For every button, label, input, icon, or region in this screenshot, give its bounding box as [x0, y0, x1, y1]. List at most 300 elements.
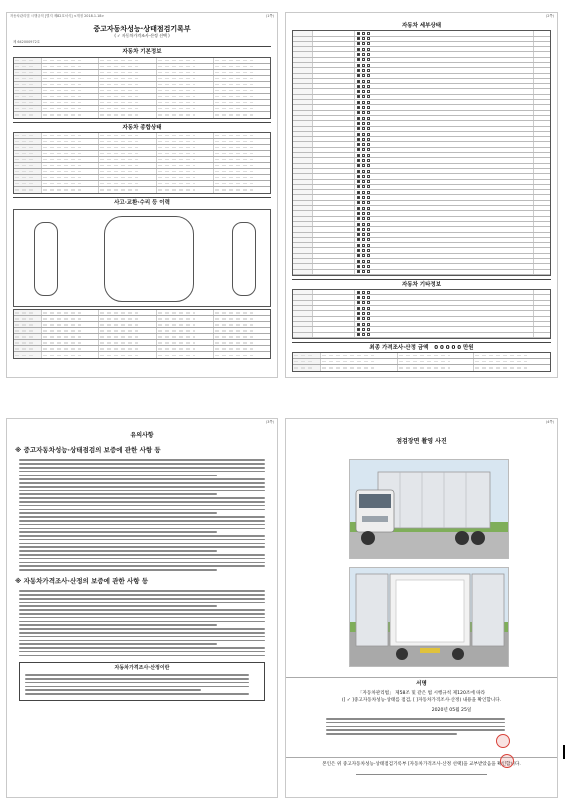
form-cell [157, 157, 214, 162]
text-line [326, 726, 505, 728]
form-cell [157, 181, 214, 186]
checkbox-icon [367, 265, 370, 268]
form-cell [214, 94, 270, 99]
text-line [19, 640, 265, 642]
truck-front-photo [349, 459, 509, 559]
checkbox-icon [357, 333, 360, 336]
form-cell [99, 175, 156, 180]
form-cell [14, 76, 42, 81]
checkbox-icon [367, 80, 370, 83]
form-cell [42, 328, 99, 333]
checkbox-icon [367, 333, 370, 336]
checkbox-icon [362, 122, 365, 125]
checkbox-icon [362, 260, 365, 263]
text-line [19, 655, 265, 657]
checkbox-icon [367, 217, 370, 220]
checkbox-icon [357, 270, 360, 273]
form-cell [42, 94, 99, 99]
form-cell [157, 346, 214, 351]
form-cell [157, 169, 214, 174]
checkbox-icon [357, 69, 360, 72]
text-line [19, 546, 265, 548]
form-cell [293, 353, 321, 358]
text-line [19, 613, 265, 615]
form-cell [42, 112, 99, 118]
text-line [19, 647, 265, 649]
text-line [25, 678, 249, 680]
checkbox-icon [362, 69, 365, 72]
page-1 [6, 12, 278, 378]
checkbox-icon [362, 80, 365, 83]
text-line [19, 594, 265, 596]
form-cell [99, 100, 156, 105]
checkbox-icon [367, 307, 370, 310]
form-cell [321, 353, 398, 358]
form-cell [214, 139, 270, 144]
checkbox-icon [367, 154, 370, 157]
checkbox-icon [367, 37, 370, 40]
text-line [326, 733, 457, 735]
checkbox-icon [357, 191, 360, 194]
checkbox-icon [362, 333, 365, 336]
checkbox-icon [367, 249, 370, 252]
form-cell [14, 106, 42, 111]
checkbox-icon [357, 85, 360, 88]
checkbox-icon [357, 185, 360, 188]
form-cell [214, 100, 270, 105]
checkbox-icon [362, 185, 365, 188]
form-cell [14, 88, 42, 93]
checkbox-icon [362, 64, 365, 67]
form-ref: 자동차관리법 시행규칙 [별지 제82호서식] <개정 2018.1.18> [10, 14, 105, 18]
other-info-grid [292, 289, 551, 339]
checkbox-icon [367, 64, 370, 67]
checkbox-icon [357, 164, 360, 167]
checkbox-icon [357, 170, 360, 173]
checkbox-icon [362, 201, 365, 204]
form-cell [99, 352, 156, 358]
checkbox-icon [362, 217, 365, 220]
text-line [19, 486, 265, 488]
checkbox-icon [357, 80, 360, 83]
form-cell [157, 76, 214, 81]
text-line [19, 524, 265, 526]
checkbox-icon [362, 58, 365, 61]
form-cell [42, 58, 99, 63]
form-row [14, 352, 270, 358]
checkbox-icon [362, 238, 365, 241]
form-cell [398, 359, 475, 364]
form-cell [42, 151, 99, 156]
checkbox-icon [357, 32, 360, 35]
form-cell [214, 133, 270, 138]
page-number: (1쪽) [265, 14, 274, 18]
form-cell [99, 106, 156, 111]
form-cell [42, 187, 99, 193]
text-line [19, 598, 265, 600]
checkbox-icon [357, 291, 360, 294]
form-cell [214, 70, 270, 75]
check-row [293, 333, 550, 338]
form-cell [157, 316, 214, 321]
final-price-value: 0 0 0 0 0 만원 [434, 344, 474, 351]
form-cell [42, 346, 99, 351]
form-cell [99, 70, 156, 75]
form-cell [157, 100, 214, 105]
text-line [19, 459, 265, 461]
checkbox-icon [367, 296, 370, 299]
checkbox-icon [362, 249, 365, 252]
checkbox-icon [357, 42, 360, 45]
text-line [19, 605, 217, 607]
form-cell [14, 139, 42, 144]
form-cell [42, 88, 99, 93]
checkbox-icon [367, 138, 370, 141]
form-cell [214, 334, 270, 339]
checkbox-icon [362, 148, 365, 151]
form-cell [214, 64, 270, 69]
checkbox-icon [357, 159, 360, 162]
checkbox-icon [357, 223, 360, 226]
text-line [19, 617, 265, 619]
checkbox-icon [362, 323, 365, 326]
form-cell [42, 169, 99, 174]
form-cell [14, 322, 42, 327]
form-cell [214, 340, 270, 345]
checkbox-icon [362, 164, 365, 167]
form-cell [157, 322, 214, 327]
text-line [19, 539, 265, 541]
form-cell [214, 175, 270, 180]
text-line [25, 686, 249, 688]
checkbox-icon [367, 159, 370, 162]
checkbox-icon [367, 212, 370, 215]
form-cell [99, 310, 156, 315]
checkbox-icon [362, 143, 365, 146]
form-cell [474, 353, 550, 358]
section-detail-state: 자동차 세부상태 [401, 22, 442, 29]
checkbox-icon [367, 90, 370, 93]
checkbox-icon [357, 296, 360, 299]
checkbox-icon [367, 69, 370, 72]
checkbox-icon [357, 307, 360, 310]
text-line [19, 590, 265, 592]
form-cell [99, 181, 156, 186]
text-line [19, 554, 265, 556]
form-cell [157, 139, 214, 144]
form-cell [42, 310, 99, 315]
form-cell [157, 82, 214, 87]
page-4 [285, 418, 558, 798]
checkbox-icon [367, 32, 370, 35]
checkbox-icon [367, 185, 370, 188]
checkbox-icon [362, 270, 365, 273]
form-cell [214, 163, 270, 168]
basic-info-grid [13, 57, 271, 119]
form-cell [157, 187, 214, 193]
page-number: (3쪽) [265, 420, 274, 424]
text-line [25, 693, 249, 695]
checkbox-icon [357, 48, 360, 51]
checkbox-icon [357, 143, 360, 146]
checkbox-icon [367, 317, 370, 320]
text-line [19, 569, 217, 571]
form-cell [157, 310, 214, 315]
checkbox-icon [362, 254, 365, 257]
form-cell [321, 359, 398, 364]
signature-date: 2020년 05월 25일 [431, 708, 472, 714]
footer-divider [286, 757, 557, 758]
form-row [14, 187, 270, 193]
checkbox-icon [362, 101, 365, 104]
form-cell [99, 151, 156, 156]
check-row [293, 270, 550, 275]
page-subtitle: ( ✓ 자동차가격조사·산정 선택 ) [114, 32, 170, 38]
notice-paragraphs-inspection [7, 459, 277, 570]
notice-box-text [23, 674, 261, 695]
checkbox-icon [362, 180, 365, 183]
checkbox-icon [362, 154, 365, 157]
text-line [19, 531, 217, 533]
checkbox-icon [357, 175, 360, 178]
checkbox-icon [367, 164, 370, 167]
checkbox-icon [367, 48, 370, 51]
checkbox-icon [357, 58, 360, 61]
checkbox-icon [357, 127, 360, 130]
text-line [326, 718, 505, 720]
checkbox-icon [357, 90, 360, 93]
certificate-number: 제 642000972호 [13, 39, 41, 44]
seal-stamp-2 [500, 754, 514, 768]
checkbox-icon [362, 244, 365, 247]
checkbox-icon [362, 85, 365, 88]
form-cell [14, 133, 42, 138]
form-cell [157, 145, 214, 150]
checkbox-icon [357, 323, 360, 326]
checkbox-icon [362, 328, 365, 331]
checkbox-icon [362, 37, 365, 40]
checkbox-icon [367, 111, 370, 114]
form-cell [99, 82, 156, 87]
form-cell [14, 352, 42, 358]
form-cell [14, 346, 42, 351]
page-3 [6, 418, 278, 798]
truck-rear-image [350, 568, 509, 667]
checkbox-icon [362, 191, 365, 194]
truck-rear-photo [349, 567, 509, 667]
checkbox-icon [357, 95, 360, 98]
checkbox-icon [357, 64, 360, 67]
checkbox-icon [362, 159, 365, 162]
car-right-view [232, 222, 256, 296]
form-cell [214, 316, 270, 321]
text-line [19, 632, 265, 634]
checkbox-icon [367, 85, 370, 88]
text-line [19, 651, 265, 653]
section-accident-history: 사고·교환·수리 등 이력 [13, 197, 271, 207]
text-line [19, 478, 265, 480]
photo-title: 점검장면 촬영 사진 [396, 437, 447, 445]
checkbox-icon [367, 244, 370, 247]
form-cell [99, 133, 156, 138]
text-line [19, 636, 265, 638]
checkbox-icon [357, 260, 360, 263]
checkbox-icon [362, 307, 365, 310]
checkbox-icon [357, 180, 360, 183]
form-cell [14, 187, 42, 193]
form-cell [99, 145, 156, 150]
form-cell [157, 352, 214, 358]
form-cell [214, 106, 270, 111]
checkbox-icon [357, 138, 360, 141]
page-title: 중고자동차성능·상태점검기록부 [93, 24, 191, 33]
checkbox-icon [357, 244, 360, 247]
form-cell [157, 163, 214, 168]
notice-box [19, 662, 265, 701]
checkbox-icon [357, 53, 360, 56]
form-cell [14, 145, 42, 150]
form-cell [214, 58, 270, 63]
text-line [19, 463, 265, 465]
checkbox-icon [357, 133, 360, 136]
overall-state-grid [13, 132, 271, 194]
form-cell [157, 334, 214, 339]
form-cell [99, 88, 156, 93]
checkbox-icon [367, 228, 370, 231]
form-cell [42, 334, 99, 339]
inspection-grid [13, 309, 271, 359]
checkbox-icon [357, 312, 360, 315]
form-cell [214, 76, 270, 81]
checkbox-icon [367, 254, 370, 257]
signature-section [286, 677, 557, 775]
form-cell [14, 82, 42, 87]
text-line [19, 643, 217, 645]
form-cell [157, 175, 214, 180]
checkbox-icon [367, 42, 370, 45]
checkbox-icon [367, 143, 370, 146]
form-cell [14, 94, 42, 99]
form-cell [42, 64, 99, 69]
text-line [19, 501, 265, 503]
form-cell [99, 139, 156, 144]
form-cell [214, 82, 270, 87]
form-cell [14, 58, 42, 63]
text-line [19, 493, 217, 495]
checkbox-icon [367, 207, 370, 210]
checkbox-icon [362, 212, 365, 215]
text-line [19, 497, 265, 499]
checkbox-icon [362, 312, 365, 315]
page-number: (4쪽) [545, 420, 554, 424]
form-cell [42, 133, 99, 138]
form-cell [42, 106, 99, 111]
form-cell [474, 359, 550, 364]
text-line [19, 482, 265, 484]
form-cell [214, 151, 270, 156]
checkbox-icon [367, 196, 370, 199]
text-line [19, 471, 265, 473]
form-cell [42, 340, 99, 345]
checkbox-icon [362, 196, 365, 199]
checkbox-icon [357, 212, 360, 215]
signature-law-text: 「자동차관리법」 제58조 및 같은 법 시행규칙 제120조에 따라 [357, 691, 486, 697]
final-price-label: 최종 가격조사·산정 금액 [369, 344, 429, 351]
form-cell [42, 316, 99, 321]
checkbox-icon [367, 127, 370, 130]
checkbox-icon [362, 207, 365, 210]
checkbox-icon [362, 95, 365, 98]
text-line [19, 520, 265, 522]
checkbox-icon [357, 228, 360, 231]
text-line [19, 509, 265, 511]
checkbox-icon [362, 138, 365, 141]
checkbox-icon [357, 254, 360, 257]
checkbox-icon [362, 90, 365, 93]
form-cell [42, 76, 99, 81]
form-cell [214, 322, 270, 327]
notice-heading-inspection: ※ 중고자동차성능·상태점검의 보증에 관한 사항 등 [15, 445, 161, 454]
form-cell [214, 157, 270, 162]
footer-sign-line [356, 774, 487, 776]
footer-confirm-text: 본인은 위 중고자동차성능·상태점검기록부 [자동차가격조사·산정 선택]을 교부받았음을 확인합니다. [322, 761, 521, 767]
text-line [25, 674, 249, 676]
text-line [326, 729, 505, 731]
text-line [19, 624, 217, 626]
checkbox-icon [357, 154, 360, 157]
checkbox-icon [357, 265, 360, 268]
text-line [19, 475, 217, 477]
form-cell [99, 340, 156, 345]
form-cell [157, 328, 214, 333]
checkbox-icon [362, 74, 365, 77]
form-cell [99, 346, 156, 351]
form-cell [99, 322, 156, 327]
form-cell [42, 145, 99, 150]
checkbox-icon [367, 53, 370, 56]
signature-title: 서명 [416, 681, 427, 687]
checkbox-icon [367, 328, 370, 331]
form-cell [14, 340, 42, 345]
checkbox-icon [357, 117, 360, 120]
checkbox-icon [367, 312, 370, 315]
checkbox-icon [357, 201, 360, 204]
text-line [19, 535, 265, 537]
form-cell [99, 169, 156, 174]
page-header [7, 419, 277, 427]
text-line [19, 628, 265, 630]
form-cell [157, 88, 214, 93]
form-cell [474, 365, 550, 371]
form-cell [99, 58, 156, 63]
checkbox-icon [362, 32, 365, 35]
form-cell [157, 106, 214, 111]
notice-box-title: 자동차가격조사·산정이란 [114, 665, 170, 672]
section-final-price [292, 342, 551, 352]
checkbox-icon [367, 117, 370, 120]
form-cell [14, 112, 42, 118]
form-cell [157, 70, 214, 75]
text-line [19, 512, 217, 514]
form-row [14, 112, 270, 118]
form-cell [99, 112, 156, 118]
form-cell [214, 352, 270, 358]
form-cell [99, 334, 156, 339]
form-cell [42, 82, 99, 87]
checkbox-icon [362, 301, 365, 304]
form-cell [157, 151, 214, 156]
form-cell [14, 157, 42, 162]
